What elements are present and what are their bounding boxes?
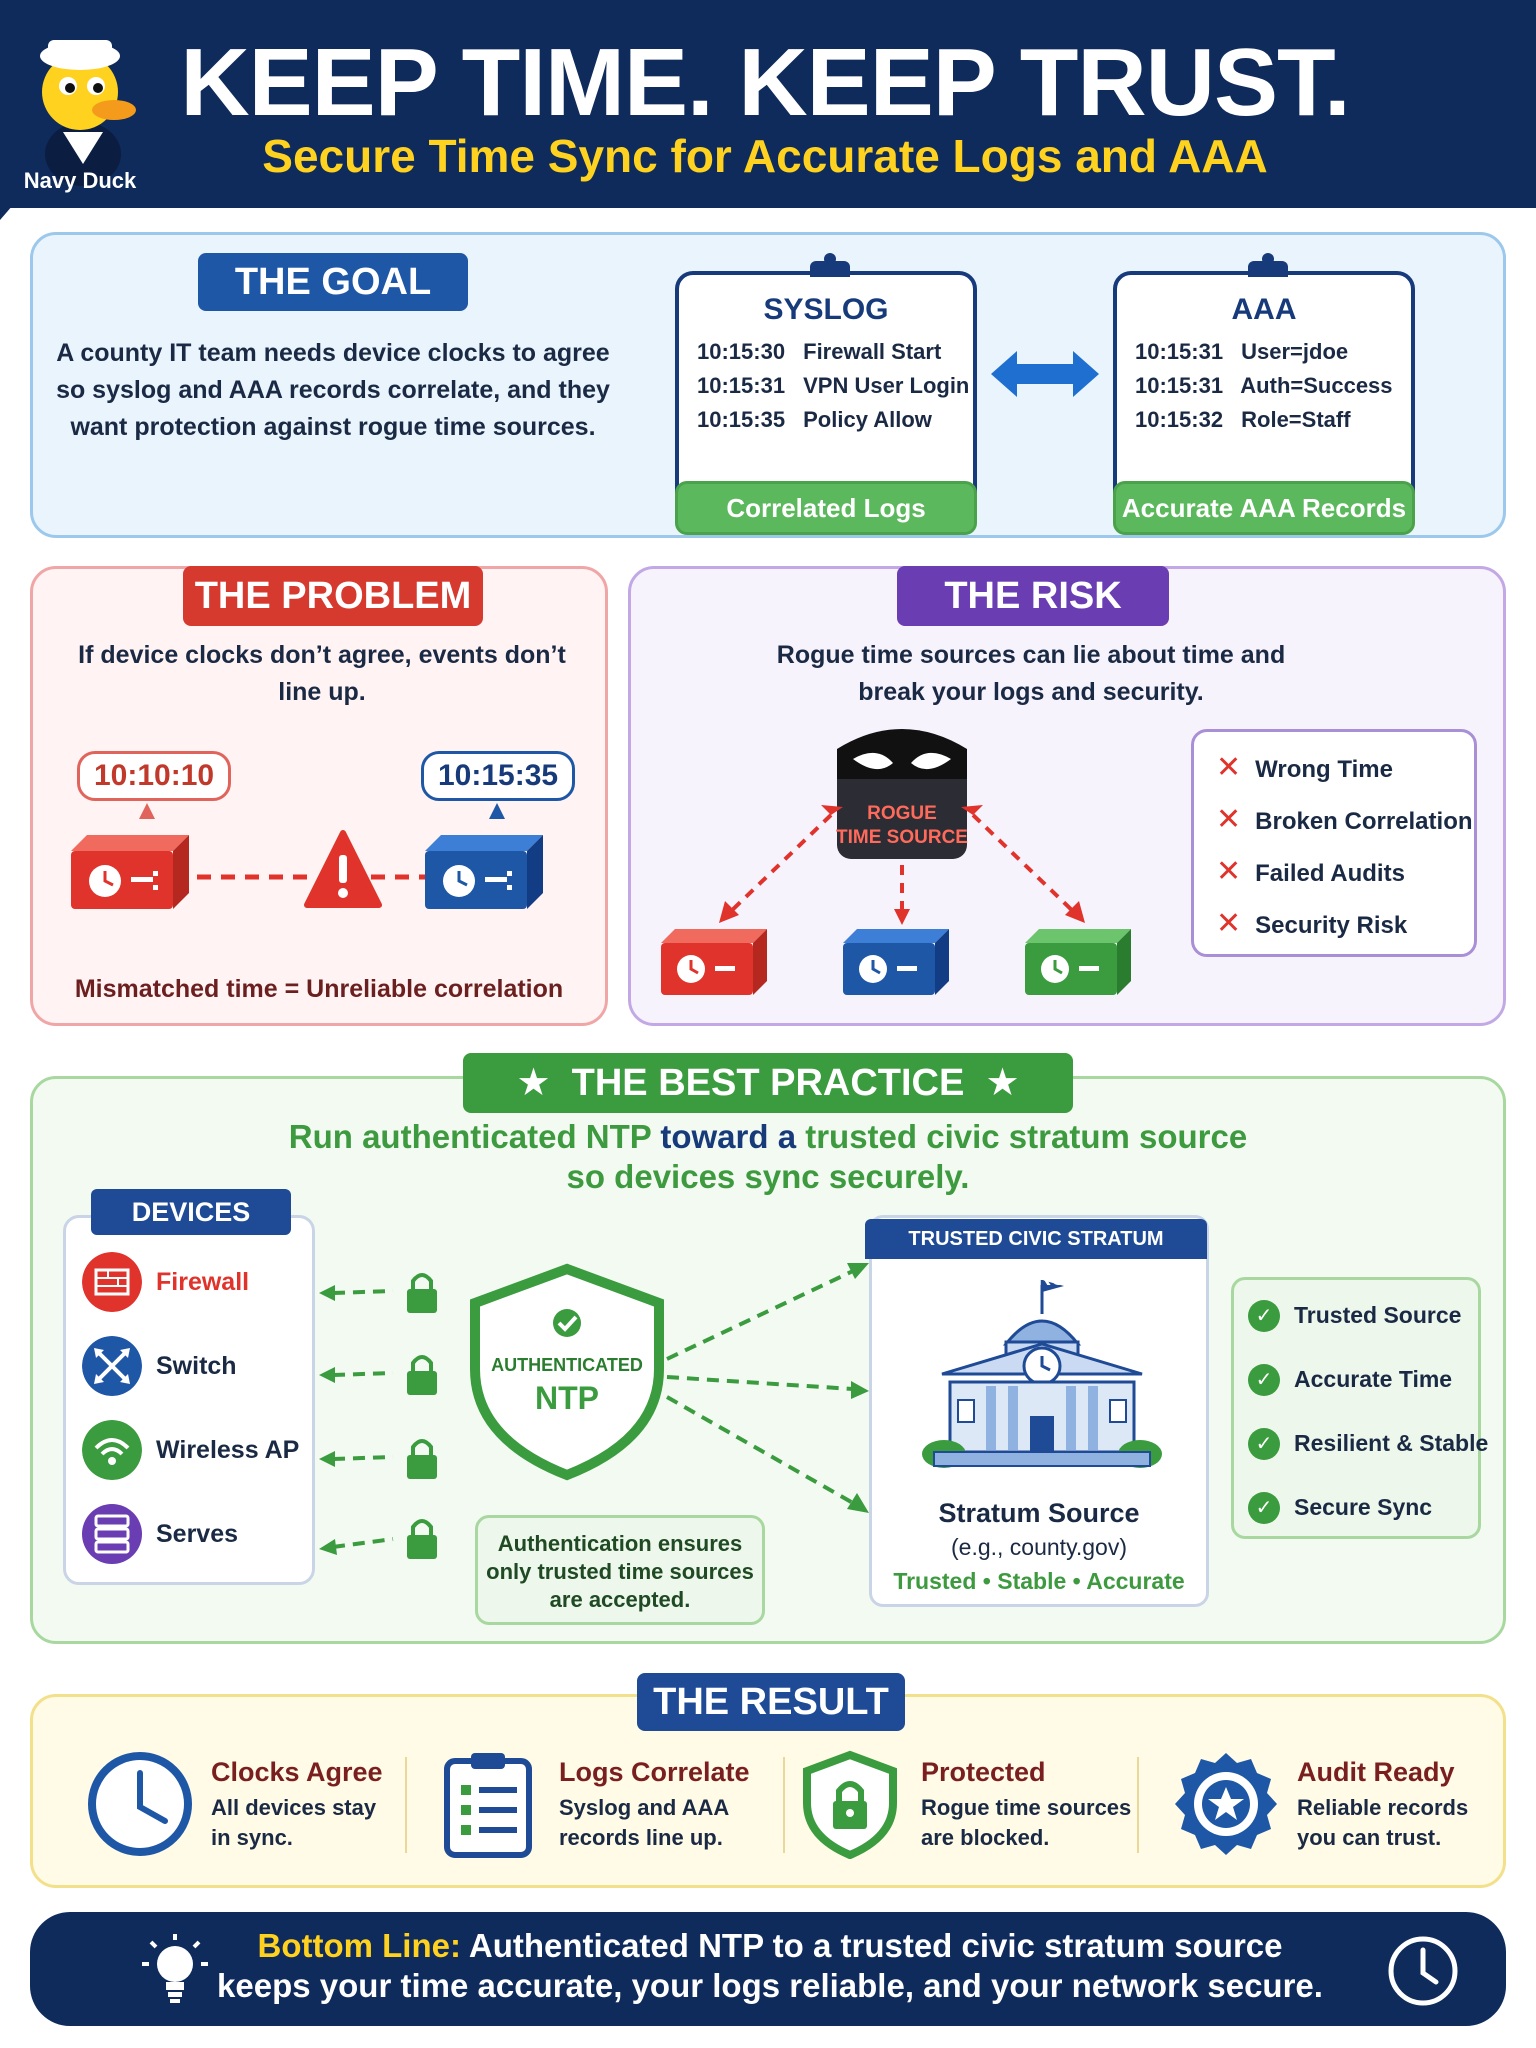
device-label: Wireless AP	[156, 1436, 300, 1464]
header-corner	[0, 190, 40, 230]
time-bubble-right: 10:15:35	[421, 751, 575, 801]
clock-icon	[85, 1749, 195, 1859]
wifi-icon	[82, 1420, 142, 1480]
result-item-audit	[1171, 1749, 1491, 1869]
goal-panel	[30, 232, 1506, 538]
problem-text: If device clocks don’t agree, events don’t line up.	[78, 641, 566, 706]
risk-text: Rogue time sources can lie about time and break your logs and security.	[776, 641, 1286, 706]
star-icon: ★	[516, 1062, 551, 1104]
risk-tag: THE RISK	[897, 566, 1169, 626]
shield-lock-icon	[795, 1749, 905, 1859]
red-clock-device-icon	[71, 835, 189, 909]
x-icon: ✕	[1216, 855, 1242, 888]
syslog-line: 10:15:30 Firewall Start	[697, 339, 942, 364]
syslog-line: 10:15:31 VPN User Login	[697, 373, 970, 398]
result-panel	[30, 1681, 1506, 1888]
result-desc: All devices stay in sync.	[211, 1795, 377, 1850]
clipboard-clip-ring	[824, 253, 836, 265]
benefits-list: ✓ Trusted Source ✓ Accurate Time ✓ Resilient & Stable ✓ Secure Sync	[1231, 1277, 1481, 1539]
lock-arrow-3	[319, 1441, 437, 1479]
firewall-icon	[82, 1252, 142, 1312]
bottom-line-text: Bottom Line: Authenticated NTP to a trusted civic stratum source keeps your time accurate, your logs reliable, and your network secure.	[217, 1927, 1323, 2004]
server-icon	[82, 1504, 142, 1564]
stratum-name: Stratum Source	[938, 1498, 1140, 1528]
syslog-footer: Correlated Logs	[675, 481, 977, 535]
devices-tag: DEVICES	[91, 1189, 291, 1235]
syslog-line: 10:15:35 Policy Allow	[697, 407, 932, 432]
green-clock-device-icon	[1025, 929, 1131, 995]
goal-text: A county IT team needs device clocks to agree so syslog and AAA records correlate, and they want protection against rogue time sources.	[56, 339, 610, 441]
syslog-card	[675, 271, 977, 523]
lock-arrow-1	[319, 1275, 437, 1313]
x-icon: ✕	[1216, 751, 1242, 784]
rogue-source-diagram	[631, 719, 1191, 1019]
mascot-label: Navy Duck	[23, 168, 137, 193]
star-icon: ★	[985, 1062, 1020, 1104]
result-item-clocks	[85, 1749, 415, 1869]
device-label: Serves	[156, 1520, 239, 1548]
risk-item: ✕ Security Risk	[1216, 907, 1408, 940]
aaa-line: 10:15:31 User=jdoe	[1135, 339, 1349, 364]
lock-arrow-4	[319, 1521, 437, 1559]
x-icon: ✕	[1216, 803, 1242, 836]
aaa-line: 10:15:31 Auth=Success	[1135, 373, 1393, 398]
blue-clock-device-icon	[425, 835, 543, 909]
time-bubble-left: 10:10:10	[77, 751, 231, 801]
clock-mismatch-diagram	[33, 799, 611, 959]
aaa-line: 10:15:32 Role=Staff	[1135, 407, 1351, 432]
result-title: Protected	[921, 1757, 1046, 1787]
x-icon: ✕	[1216, 907, 1242, 940]
risk-list	[1191, 729, 1477, 957]
warning-icon	[307, 833, 379, 905]
check-icon: ✓	[1248, 1300, 1280, 1332]
risk-item: ✕ Failed Audits	[1216, 855, 1405, 888]
risk-item: ✕ Broken Correlation	[1216, 803, 1473, 836]
syslog-title: SYSLOG	[763, 293, 889, 326]
rogue-label-line1: ROGUE	[867, 803, 937, 824]
problem-footer: Mismatched time = Unreliable correlation	[74, 975, 564, 1003]
stratum-tag: TRUSTED CIVIC STRATUM SOURCE	[865, 1219, 1207, 1259]
device-label: Switch	[156, 1352, 237, 1380]
result-divider	[405, 1757, 407, 1853]
aaa-title: AAA	[1231, 293, 1297, 326]
check-icon: ✓	[1248, 1364, 1280, 1396]
result-tag: THE RESULT	[637, 1673, 905, 1731]
clipboard-clip-ring	[1262, 253, 1274, 265]
best-practice-tag: ★ THE BEST PRACTICE ★	[463, 1053, 1073, 1113]
rogue-label-line2: TIME SOURCE	[836, 827, 968, 848]
double-arrow-icon	[987, 347, 1103, 401]
page-title: KEEP TIME. KEEP TRUST.	[180, 29, 1350, 136]
rogue-time-source-icon	[836, 729, 968, 859]
authenticated-ntp-shield-icon	[475, 1269, 659, 1475]
shield-text-line2: NTP	[535, 1380, 599, 1416]
checklist-clipboard-icon	[433, 1749, 543, 1859]
result-divider	[783, 1757, 785, 1853]
devices-list	[63, 1215, 315, 1585]
blue-clock-device-icon	[843, 929, 949, 995]
result-item-protected	[795, 1749, 1155, 1869]
red-clock-device-icon	[661, 929, 767, 995]
government-building-icon	[922, 1274, 1162, 1484]
check-icon: ✓	[1248, 1492, 1280, 1524]
authentication-note: Authentication ensures only trusted time sources are accepted.	[475, 1515, 765, 1625]
result-title: Clocks Agree	[211, 1757, 383, 1787]
best-practice-panel	[30, 1062, 1506, 1644]
result-desc: Reliable records you can trust.	[1297, 1795, 1469, 1850]
risk-item: ✕ Wrong Time	[1216, 751, 1393, 784]
aaa-footer: Accurate AAA Records	[1113, 481, 1415, 535]
risk-panel	[628, 566, 1506, 1026]
aaa-card	[1113, 271, 1415, 523]
result-desc: Syslog and AAA records line up.	[559, 1795, 729, 1850]
result-desc: Rogue time sources are blocked.	[921, 1795, 1132, 1850]
result-title: Logs Correlate	[559, 1757, 750, 1787]
result-divider	[1137, 1757, 1139, 1853]
bottom-line-banner	[30, 1912, 1506, 2026]
lock-arrow-2	[319, 1357, 437, 1395]
result-item-logs	[433, 1749, 763, 1869]
result-title: Audit Ready	[1297, 1757, 1455, 1787]
best-practice-headline: Run authenticated NTP toward a trusted civic stratum source so devices sync securely.	[288, 1118, 1248, 1195]
page-subtitle: Secure Time Sync for Accurate Logs and AAA	[262, 130, 1268, 182]
stratum-qualities: Trusted • Stable • Accurate	[893, 1568, 1185, 1594]
stratum-example: (e.g., county.gov)	[951, 1534, 1127, 1560]
check-icon: ✓	[1248, 1428, 1280, 1460]
device-label: Firewall	[156, 1268, 250, 1296]
clock-icon	[1386, 1934, 1460, 2008]
award-badge-icon	[1171, 1749, 1281, 1859]
problem-panel	[30, 566, 608, 1026]
header-banner	[0, 0, 1536, 208]
problem-tag: THE PROBLEM	[183, 566, 483, 626]
goal-tag: THE GOAL	[198, 253, 468, 311]
switch-icon	[82, 1336, 142, 1396]
shield-text-line1: AUTHENTICATED	[491, 1355, 643, 1375]
